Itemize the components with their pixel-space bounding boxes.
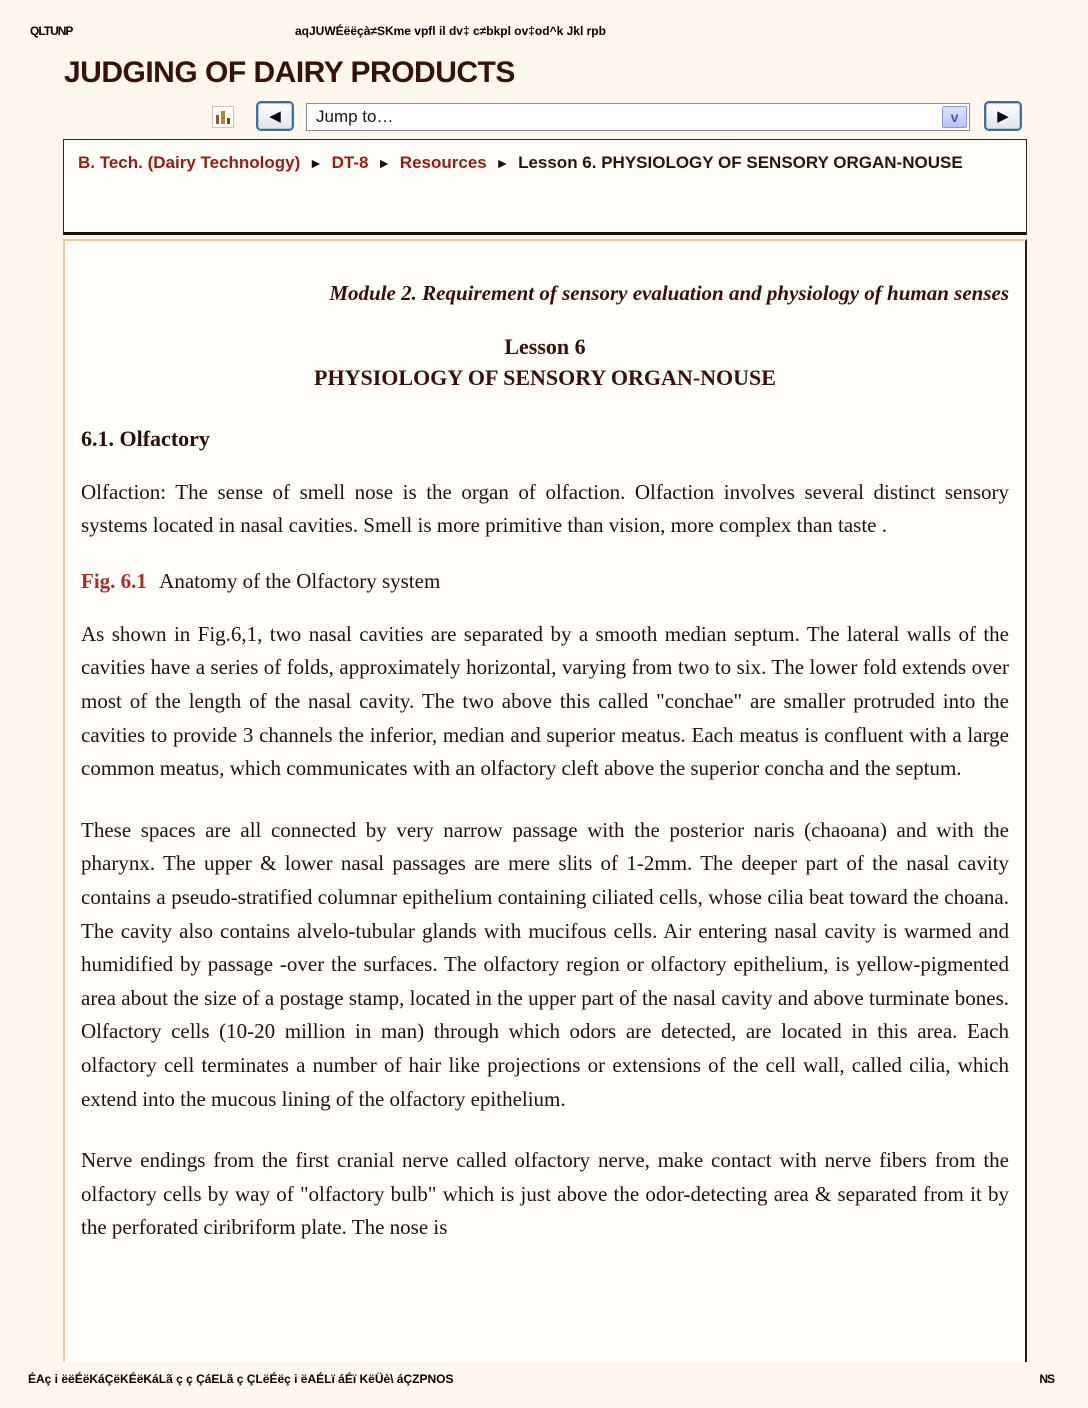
breadcrumb-separator-icon: ► xyxy=(495,155,510,171)
breadcrumb xyxy=(63,139,1027,235)
paragraph-nerve: Nerve endings from the first cranial nerve called olfactory nerve, make contact with nerve fibers from the olfactory cells by way of "olfactory bulb" which is just above the odor-detecting area & separated from it by the perforated ciribriform plate. The nose is xyxy=(81,1148,1009,1240)
section-heading-olfactory: 6.1. Olfactory xyxy=(81,425,210,451)
lesson-content xyxy=(63,239,1027,1362)
paragraph-spaces: These spaces are all connected by very narrow passage with the posterior naris (chaoana) and with the pharynx. The upper & lower nasal passages are mere slits of 1-2mm. The deeper part of the nasal cavity contains a pseudo-stratified columnar epithelium containing ciliated cells, whose cilia beat toward the choana. The cavity also contains alvelo-tubular glands with mucifous cells. Air entering nasal cavity is warmed and humidified by passage -over the surfaces. The olfactory region or olfactory epithelium, is yellow-pigmented area about the size of a postage stamp, located in the upper part of the nasal cavity and above turminate bones. Olfactory cells (10-20 million in man) through which odors are detected, are located in this area. Each olfactory cell terminates a number of hair like projections or extensions of the cell wall, called cilia, which extend into the mucous lining of the olfactory epithelium. xyxy=(81,817,1009,1111)
figure-link[interactable]: Fig. 6.1 xyxy=(81,568,147,593)
breadcrumb-link-course[interactable]: B. Tech. (Dairy Technology) xyxy=(78,153,301,172)
breadcrumb-link-resources[interactable]: Resources xyxy=(399,153,487,172)
lesson-title: PHYSIOLOGY OF SENSORY ORGAN-NOUSE xyxy=(314,364,776,390)
breadcrumb-separator-icon: ► xyxy=(377,155,392,171)
print-header-center: aqJUWÉëëçà≠SKme vpfl il dv‡ c≠bkpl ov‡od^k Jkl rpb xyxy=(295,24,606,38)
back-arrow-icon: ◀ xyxy=(269,108,281,125)
jump-to-value: Jump to… xyxy=(316,107,394,126)
forward-arrow-icon: ▶ xyxy=(997,108,1009,125)
figure-caption-line xyxy=(81,569,1009,594)
module-heading: Module 2. Requirement of sensory evaluation and physiology of human senses xyxy=(329,281,1009,305)
breadcrumb-separator-icon: ► xyxy=(309,155,323,171)
jump-to-select[interactable] xyxy=(306,103,970,131)
back-button[interactable] xyxy=(256,101,294,131)
bar-chart-bar xyxy=(227,118,230,124)
page-title: JUDGING OF DAIRY PRODUCTS xyxy=(64,56,515,89)
figure-caption: Anatomy of the Olfactory system xyxy=(159,568,441,593)
breadcrumb-link-dt8[interactable]: DT-8 xyxy=(331,153,369,172)
bar-chart-bar xyxy=(216,115,219,124)
breadcrumb-current-page: Lesson 6. PHYSIOLOGY OF SENSORY ORGAN-NOUSE xyxy=(518,153,963,172)
paragraph-anatomy: As shown in Fig.6,1, two nasal cavities are separated by a smooth median septum. The lateral walls of the cavities have a series of folds, approximately horizontal, varying from two to six. The lower fold extends over most of the length of the nasal cavity. The two above this called "conchae" are smaller protruded into the cavities to provide 3 channels the inferior, median and superior meatus. Each meatus is confluent with a large common meatus, which communicates with an olfactory cleft above the superior concha and the septum. xyxy=(81,621,1009,781)
bar-chart-bar xyxy=(221,111,224,124)
paragraph-olfaction: Olfaction: The sense of smell nose is the organ of olfaction. Olfaction involves several distinct sensory systems located in nasal cavities. Smell is more primitive than vision, more complex than taste . xyxy=(81,479,1009,538)
lesson-number: Lesson 6 xyxy=(504,334,586,359)
forward-button[interactable] xyxy=(984,101,1022,131)
print-footer-left: ÉAç i ëëÉëKáÇëKÉëKáLã ç ç ÇáELã ç ÇLëÉëç i ëAÉLï áÉï KëÜè\ áÇZPNOS xyxy=(28,1372,454,1386)
lesson-heading xyxy=(81,332,1009,394)
bar-chart-icon[interactable] xyxy=(212,106,234,128)
print-header-left: QLTUNP xyxy=(30,24,73,38)
chevron-down-icon[interactable]: v xyxy=(942,106,967,128)
print-footer-right: NS xyxy=(1039,1372,1054,1386)
